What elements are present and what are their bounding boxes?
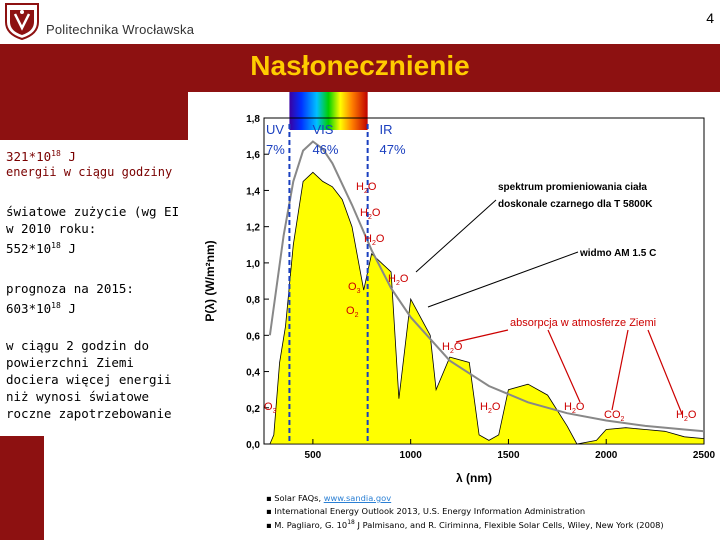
references: [266, 492, 664, 531]
world-consumption-line1: światowe zużycie (wg EI: [6, 204, 180, 219]
energy-per-hour-caption: energii w ciągu godziny: [6, 165, 173, 179]
conclusion-line5: roczne zapotrzebowanie: [6, 406, 172, 421]
blackbody-annotation-line1: spektrum promieniowania ciała: [498, 182, 647, 193]
energy-exponent: 18: [51, 149, 61, 158]
molecule-label-12: $H_2O$: [676, 409, 697, 423]
reference-3-tail: J Palmisano, and R. Ciriminna, Flexible Solar Cells, Wiley, New York (2008): [354, 519, 664, 530]
y-tick-label: 1,4: [246, 186, 260, 198]
x-tick-label: 2500: [692, 450, 716, 461]
left-accent-strip: [0, 92, 188, 140]
molecule-label-9: $H_2O$: [480, 401, 501, 415]
molecule-label-10: $H_2O$: [564, 401, 585, 415]
molecule-subscript: 2: [571, 408, 576, 415]
x-axis-label: λ (nm): [456, 471, 492, 485]
conclusion-line3: dociera więcej energii: [6, 372, 172, 387]
molecule-subscript: 2: [371, 240, 376, 247]
x-tick-label: 500: [304, 450, 322, 461]
forecast-line1: prognoza na 2015:: [6, 281, 134, 296]
molecule-subscript: 2: [363, 188, 368, 195]
molecule-subscript: 3: [272, 408, 277, 415]
molecule-tail: O: [453, 341, 463, 353]
world-consumption-exponent: 18: [51, 241, 61, 250]
y-tick-label: 1,0: [246, 258, 260, 270]
molecule-subscript: 2: [683, 416, 688, 423]
molecule-subscript: 2: [620, 416, 625, 423]
molecule-subscript: 2: [487, 408, 492, 415]
y-tick-label: 1,8: [246, 114, 260, 125]
conclusion-line4: niż wynosi światowe: [6, 389, 149, 404]
conclusion-line1: w ciągu 2 godzin do: [6, 338, 149, 353]
y-tick-label: 0,2: [246, 403, 260, 415]
reference-3: ▪ M. Pagliaro, G. $10^{18}$ J Palmisano, and R. Ciriminna, Flexible Solar Cells, Wiley, New York (2008): [266, 519, 664, 530]
reference-1: ▪ Solar FAQs, www.sandia.gov: [266, 493, 392, 503]
left-bottom-strip: [0, 436, 44, 540]
molecule-label-2: $H_2O$: [360, 207, 381, 221]
forecast-exponent: 18: [51, 301, 61, 310]
region-label-uv: UV: [266, 122, 285, 137]
x-tick-label: 2000: [595, 450, 618, 461]
world-consumption-number: 552*10: [6, 241, 52, 257]
world-consumption-line2: w 2010 roku:: [6, 221, 97, 236]
world-consumption-value: [6, 237, 76, 257]
energy-value: 321*10: [6, 149, 52, 165]
molecule-label-8: $O_3$: [264, 401, 277, 415]
y-tick-label: 0,6: [246, 331, 260, 343]
y-tick-label: 1,6: [246, 150, 260, 162]
molecule-label-1: $H_2O$: [356, 181, 377, 195]
molecule-label-6: $H_2O$: [442, 341, 463, 355]
forecast-unit: J: [60, 301, 76, 317]
reference-3-exponent: 18: [347, 519, 355, 526]
molecule-tail: O: [371, 207, 381, 219]
molecule-tail: O: [367, 181, 377, 193]
molecule-tail: O: [399, 273, 409, 285]
blackbody-annotation-line2: doskonale czarnego dla T 5800K: [498, 199, 653, 210]
forecast-number: 603*10: [6, 301, 52, 317]
energy-unit: J: [60, 149, 76, 165]
y-tick-label: 0,8: [246, 295, 260, 307]
x-tick-label: 1000: [399, 450, 422, 461]
molecule-label-3: $H_2O$: [364, 233, 385, 247]
energy-per-hour: [6, 145, 76, 165]
molecule-tail: O: [491, 401, 501, 413]
region-label-ir: IR: [379, 122, 393, 137]
conclusion-line2: powierzchni Ziemi: [6, 355, 134, 370]
forecast-value: [6, 297, 76, 317]
molecule-subscript: 3: [356, 288, 361, 295]
molecule-label-7: $O_3$: [348, 281, 361, 295]
world-consumption-unit: J: [60, 241, 76, 257]
molecule-subscript: 2: [449, 348, 454, 355]
molecule-label-11: $CO_2$: [604, 409, 625, 423]
y-tick-label: 0,4: [246, 367, 260, 379]
page-title: Nasłonecznienie: [250, 50, 470, 81]
molecule-subscript: 2: [395, 280, 400, 287]
reference-2: ▪ International Energy Outlook 2013, U.S. Energy Information Administration: [266, 505, 586, 516]
am15-annotation: widmo AM 1.5 C: [580, 248, 657, 259]
reference-1-text: Solar FAQs,: [274, 493, 324, 503]
x-tick-label: 1500: [497, 450, 520, 461]
y-axis-label: P(λ) (W/m²nm): [203, 240, 217, 322]
absorption-annotation: absorpcja w atmosferze Ziemi: [510, 317, 657, 329]
y-tick-label: 0,0: [246, 440, 260, 451]
region-label-vis: VIS: [312, 122, 334, 137]
reference-1-link[interactable]: www.sandia.gov: [323, 493, 392, 503]
region-percent-vis: 46%: [312, 142, 339, 157]
region-percent-uv: 7%: [266, 142, 285, 157]
y-tick-label: 1,2: [246, 222, 260, 234]
molecule-label-4: $H_2O$: [388, 273, 409, 287]
solar-spectrum-chart: [188, 92, 720, 490]
university-logo: [4, 2, 40, 40]
molecule-subscript: 2: [367, 214, 372, 221]
molecule-tail: O: [375, 233, 385, 245]
molecule-label-5: $O_2$: [346, 305, 359, 319]
university-name: Politechnika Wrocławska: [46, 22, 195, 37]
molecule-subscript: 2: [354, 312, 359, 319]
region-percent-ir: 47%: [379, 142, 406, 157]
molecule-tail: O: [575, 401, 585, 413]
reference-3-text: M. Pagliaro, G. 10: [274, 519, 348, 530]
molecule-tail: O: [687, 409, 697, 421]
reference-2-text: International Energy Outlook 2013, U.S. Energy Information Administration: [274, 505, 586, 516]
page-number: 4: [706, 10, 714, 26]
